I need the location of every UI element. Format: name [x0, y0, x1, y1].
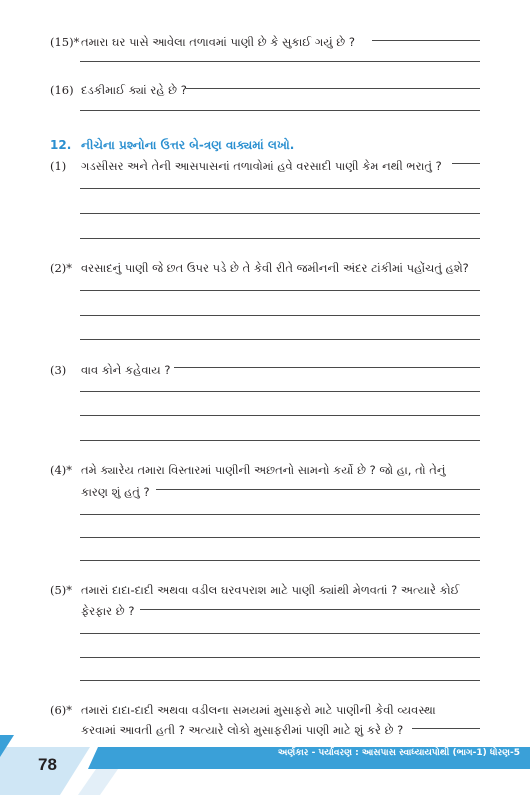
- question-number: (2)*: [50, 261, 73, 275]
- question-text: ફેરફાર છે ?: [81, 604, 135, 618]
- question-text: દડકીમાઈ ક્યાં રહે છે ?: [81, 83, 187, 97]
- answer-line[interactable]: [372, 40, 480, 41]
- answer-line[interactable]: [80, 61, 480, 62]
- answer-line[interactable]: [80, 560, 480, 561]
- page-footer: [0, 735, 530, 795]
- question-number: (6)*: [50, 703, 73, 717]
- question-number: (1): [50, 159, 67, 173]
- footer-decoration: [0, 735, 530, 795]
- answer-line[interactable]: [80, 537, 480, 538]
- answer-line[interactable]: [80, 514, 480, 515]
- question-text: તમારાં દાદા-દાદી અથવા વડીલના સમયમાં મુસાફરો માટે પાણીની કેવી વ્યવસ્થા: [81, 703, 436, 717]
- answer-line[interactable]: [156, 489, 480, 490]
- section-number: 12.: [50, 138, 72, 152]
- answer-line[interactable]: [80, 238, 480, 239]
- answer-line[interactable]: [80, 440, 480, 441]
- answer-line[interactable]: [186, 88, 480, 89]
- question-text: તમે ક્યારેય તમારા વિસ્તારમાં પાણીની અછતનો સામનો કર્યો છે ? જો હા, તો તેનું: [81, 463, 446, 477]
- question-text: વરસાદનું પાણી જે છત ઉપર પડે છે તે કેવી રીતે જમીનની અંદર ટાંકીમાં પહોંચતું હશે?: [81, 261, 469, 275]
- question-text: ગડસીસર અને તેની આસપાસનાં તળાવોમાં હવે વરસાદી પાણી કેમ નથી ભરાતું ?: [81, 159, 442, 173]
- answer-line[interactable]: [80, 110, 480, 111]
- answer-line[interactable]: [80, 633, 480, 634]
- answer-line[interactable]: [80, 315, 480, 316]
- question-number: (16): [50, 83, 74, 97]
- section-title: નીચેના પ્રશ્નોના ઉત્તર બે-ત્રણ વાક્યમાં લખો.: [81, 138, 295, 152]
- book-title: અર્ણકાર - પર્યાવરણ : આસપાસ સ્વાધ્યાયપોથી (ભાગ-1) ધોરણ-5: [277, 748, 520, 758]
- question-number: (5)*: [50, 583, 73, 597]
- question-number: (3): [50, 363, 67, 377]
- answer-line[interactable]: [140, 609, 480, 610]
- answer-line[interactable]: [80, 680, 480, 681]
- answer-line[interactable]: [80, 339, 480, 340]
- answer-line[interactable]: [174, 367, 480, 368]
- question-text: તમારાં દાદા-દાદી અથવા વડીલ ઘરવપરાશ માટે પાણી ક્યાંથી મેળવતાં ? અત્યારે કોઈ: [81, 583, 460, 597]
- answer-line[interactable]: [80, 188, 480, 189]
- answer-line[interactable]: [412, 728, 480, 729]
- question-text: તમારા ઘર પાસે આવેલા તળાવમાં પાણી છે કે સુકાઈ ગયું છે ?: [81, 35, 355, 49]
- answer-line[interactable]: [80, 213, 480, 214]
- answer-line[interactable]: [80, 415, 480, 416]
- answer-line[interactable]: [80, 391, 480, 392]
- answer-line[interactable]: [452, 163, 480, 164]
- answer-line[interactable]: [80, 657, 480, 658]
- question-text: વાવ કોને કહેવાય ?: [81, 363, 171, 377]
- question-number: (15)*: [50, 35, 80, 49]
- question-text: કારણ શું હતું ?: [81, 485, 150, 499]
- question-number: (4)*: [50, 463, 73, 477]
- footer-lower-band: [60, 769, 530, 795]
- answer-line[interactable]: [80, 290, 480, 291]
- question-text: કરવામાં આવતી હતી ? અત્યારે લોકો મુસાફરીમાં પાણી માટે શું કરે છે ?: [81, 723, 404, 737]
- page-number: 78: [38, 755, 57, 774]
